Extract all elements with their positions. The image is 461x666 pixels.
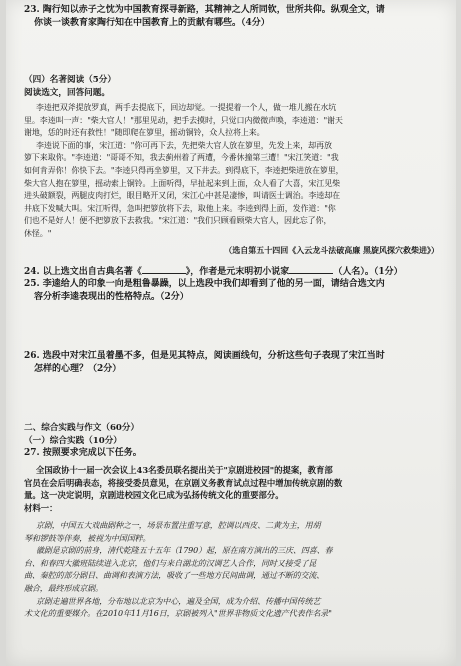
- question-23: [24, 4, 444, 29]
- section-4-instruction: 阅读选文，回答问题。: [24, 87, 110, 98]
- question-26: [24, 350, 444, 375]
- q23-line: 你谈一谈教育家陶行知在中国教育上的贡献有哪些。（4分）: [34, 17, 270, 28]
- q24-text-c: （人名）。（1分）: [333, 267, 403, 277]
- q26-line: 怎样的心理？（2分）: [34, 363, 122, 374]
- question-25: [24, 278, 444, 303]
- material-1: [24, 520, 444, 621]
- passage-line: 李逵把双斧提放罗真，两手去提底下，回边却觉。一提提着一个人，做一堆儿搬在水坑: [36, 103, 337, 112]
- material-line: 徽剧是京剧的前身，清代乾隆五十五年（1790）起，原在南方演出的三庆、四喜、春: [36, 546, 333, 556]
- intro-line: 官员在会后明确表态，将接受委员意见，在京剧义务教育试点过程中增加传统京剧的数: [24, 477, 343, 488]
- part-2-subtitle: （一）综合实践（10分）: [24, 435, 122, 446]
- material-line: 台、和春四大徽班陆续进入北京，他们与来自湖北的汉调艺人合作，同时又接受了昆: [24, 558, 317, 568]
- passage-line: 井底下发喊大叫。宋江听得，急叫把箩放将下去，取他上来。李逵到得上面，发作道："你: [24, 203, 336, 213]
- section-4-title: （四）名著阅读（5分）: [24, 75, 116, 85]
- answer-blank-book[interactable]: [142, 264, 186, 274]
- exam-page: [6, 0, 456, 666]
- passage-line: 里。李逵叫一声："柴大官人！"那里见动，把手去摸时，只觉口内微微声唤，李逵道："谢天: [24, 115, 343, 125]
- q25-line: 容分析李逵表现出的性格特点。（2分）: [34, 291, 189, 302]
- section-4-header: [24, 74, 444, 99]
- material-line: 琴和锣鼓等伴奏，被视为中国国粹。: [24, 533, 151, 543]
- answer-blank-author[interactable]: [289, 264, 333, 274]
- material-line: 术文化的重要媒介。在2010年11月16日，京剧被列入"世界非物质文化遗产代表作名录": [24, 609, 332, 619]
- material-line: 京剧走遍世界各地，分布地以北京为中心，遍及全国，成为介绍、传播中国传统艺: [36, 596, 321, 606]
- passage: [24, 102, 444, 241]
- passage-line: 柴大官人抱在箩里，摇动索上铜铃。上面听得，早扯起来到上面，众人看了大喜，宋江见柴: [24, 178, 340, 188]
- q23-line: 23. 陶行知以赤子之忱为中国教育探寻新路，其精神之人所同钦，世所共仰。纵观全文，请: [24, 5, 385, 15]
- q25-line: 25. 李逵给人的印象一向是粗鲁暴躁，以上选段中我们却看到了他的另一面，请结合选文内: [24, 279, 385, 289]
- source-text: （选自第五十四回《入云龙斗法破高廉 黑旋风探穴救柴进》）: [224, 245, 439, 255]
- passage-line: 谢地，恁的时还有救性！"随即爬在箩里，摇动铜铃，众人拉将上来。: [24, 128, 265, 138]
- intro-line: 材料一：: [24, 502, 58, 513]
- q24-text-b: 》，作者是元末明初小说家: [185, 267, 290, 277]
- intro-line: 全国政协十一届一次会议上43名委员联名提出关于"京剧进校园"的提案，教育部: [36, 465, 333, 475]
- passage-line: 箩下来取你。"李逵道："哥哥不知，我去蓟州着了两遭，今番休撞第三遭！"宋江笑道："我: [24, 153, 339, 163]
- passage-line: 进头破额裂，两腿皮肉打烂，眼目略开又闭，宋江心中甚是凄惨，叫请医士调治。李逵却在: [24, 191, 340, 201]
- part-2-intro: [24, 464, 444, 514]
- q26-line: 26. 选段中对宋江虽着墨不多，但是见其特点，阅读画线句，分析这些句子表现了宋江当时: [24, 351, 385, 361]
- intro-line: 量。这一决定说明，京剧进校园文化已成为弘扬传统文化的重要部分。: [24, 490, 284, 501]
- part-2-header: [24, 422, 444, 460]
- passage-line: 李逵说下面的事，宋江道："你可再下去，先把柴大官人放在箩里，先发上来，却再放: [36, 140, 332, 150]
- q24-text-a: 24. 以上选文出自古典名著《: [24, 267, 142, 277]
- material-line: 融合，最终形成京剧。: [24, 583, 103, 593]
- material-line: 曲、秦腔的部分剧目、曲调和表演方法，吸收了一些地方民间曲调，通过不断的交流、: [24, 571, 325, 581]
- passage-line: 如何肯弄你！你快下去。"李逵只得再坐箩里，又下井去。到得底下，李逵把柴进放在箩里，: [24, 165, 344, 175]
- question-24: [24, 264, 444, 277]
- part-2-title: 二、综合实践与作文（60分）: [24, 423, 140, 433]
- material-line: 京剧，中国五大戏曲剧种之一，场景布置注重写意，腔调以西皮、二黄为主，用胡: [36, 521, 321, 530]
- passage-source: [24, 244, 439, 257]
- passage-line: 休怪。": [24, 228, 52, 238]
- passage-line: 们也不是好人！便不把箩放下去救我。"宋江道："我们只顾看顾柴大官人，因此忘了你，: [24, 216, 332, 226]
- question-27: 27. 按照要求完成以下任务。: [24, 448, 142, 459]
